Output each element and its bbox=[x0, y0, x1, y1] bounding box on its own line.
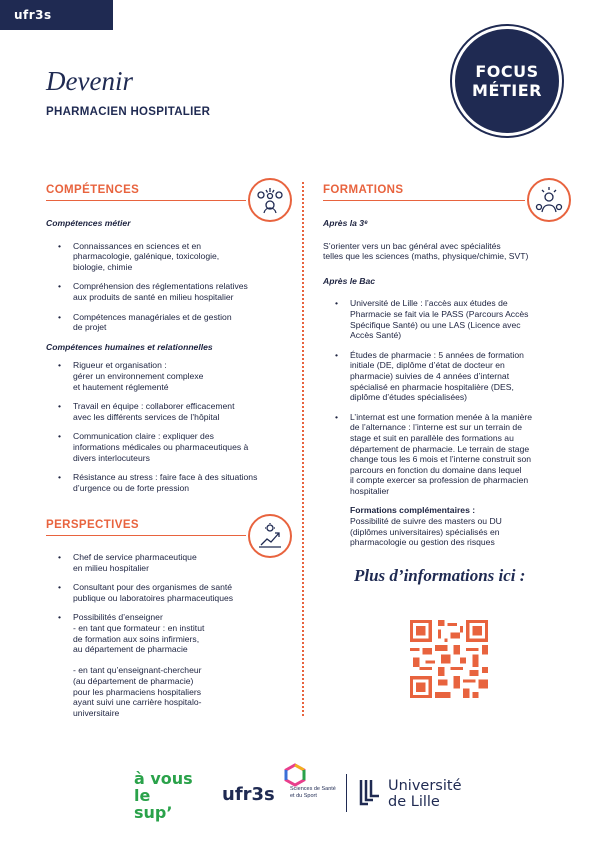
ufr3s-tagline: Sciences de Santé et du Sport bbox=[290, 786, 336, 799]
job-title: PHARMACIEN HOSPITALIER bbox=[46, 106, 211, 118]
universite-de-lille-logo bbox=[358, 776, 478, 812]
logo-separator bbox=[346, 774, 347, 812]
list-item: • Rigueur et organisation : gérer un environnement complexe et hautement réglementé bbox=[46, 360, 291, 392]
list-item: • Compétences managériales et de gestion de projet bbox=[46, 312, 291, 333]
more-info-heading: Plus d’informations ici : bbox=[354, 566, 526, 585]
qr-code[interactable] bbox=[410, 620, 488, 698]
logo-line-1: à vous bbox=[134, 769, 193, 788]
list-item: • Compréhension des réglementations relatives aux produits de santé en milieu hospitalier bbox=[46, 281, 291, 302]
formations-list bbox=[323, 298, 563, 496]
list-item: • Connaissances en sciences et en pharmacologie, galénique, toxicologie, biologie, chimie bbox=[46, 241, 291, 273]
apres-3e-subtitle: Après la 3ᵉ bbox=[323, 218, 368, 228]
apres-3e-text: S’orienter vers un bac général avec spécialités telles que les sciences (maths, physique/chimie, SVT) bbox=[323, 240, 529, 262]
ufr3s-wordmark: ufr3s bbox=[222, 784, 275, 805]
perspectives-list bbox=[46, 552, 291, 718]
competences-title: COMPÉTENCES bbox=[46, 184, 140, 196]
formations-rule bbox=[323, 200, 525, 201]
formations-complementaires bbox=[323, 505, 563, 547]
focus-metier-badge bbox=[452, 26, 562, 136]
perspectives-title: PERSPECTIVES bbox=[46, 519, 139, 531]
column-divider bbox=[302, 182, 304, 716]
list-item: • Communication claire : expliquer des informations médicales ou pharmaceutiques à divers interlocuteurs bbox=[46, 431, 291, 463]
competences-block bbox=[46, 218, 291, 502]
competences-metier-list bbox=[46, 241, 291, 333]
logo-line-2: le sup’ bbox=[134, 786, 173, 822]
list-item: • L’internat est une formation menée à la manière de l’alternance : l’interne est sur un terrain de stage et suit en parallèle des formations au département de pharmacie. Le terrain de stage change tous les 6 mois et l’interne construit son parcours en fonction du domaine dans lequel il compte exercer sa profession de pharmacien hospitalier bbox=[323, 412, 563, 497]
a-vous-le-sup-logo bbox=[134, 770, 194, 821]
list-item: • Université de Lille : l’accès aux études de Pharmacie se fait via le PASS (Parcours Accès Spécifique Santé) ou une LAS (Licence avec Accès Santé) bbox=[323, 298, 563, 340]
list-item: • Consultant pour des organismes de santé publique ou laboratoires pharmaceutiques bbox=[46, 582, 291, 603]
ufr3s-logo bbox=[222, 762, 342, 812]
list-item: • Résistance au stress : faire face à des situations d’urgence ou de forte pression bbox=[46, 472, 291, 493]
list-item: • Possibilités d’enseigner - en tant que formateur : en institut de formation aux soins infirmiers, au département de pharmacie - en tant qu’enseignant-chercheur (au département de pharmacie) pour les pharmaciens hospitaliers ayant suivi une carrière hospitalo- universitaire bbox=[46, 612, 291, 718]
competences-humaines-subtitle: Compétences humaines et relationnelles bbox=[46, 341, 213, 352]
lille-mark-icon bbox=[358, 778, 382, 808]
formations-complementaires-title: Formations complémentaires : bbox=[350, 505, 476, 516]
list-item: • Travail en équipe : collaborer efficacement avec les différents services de l’hôpital bbox=[46, 401, 291, 422]
competences-humaines-list bbox=[46, 360, 291, 493]
list-item: • Études de pharmacie : 5 années de formation initiale (DE, diplôme d’état de docteur en pharmacie) suivies de 4 années d’internat spécialisé en pharmacie hospitalière (DES, diplôme d’études spécialisées) bbox=[323, 350, 563, 403]
competences-rule bbox=[46, 200, 246, 201]
perspectives-rule bbox=[46, 535, 246, 536]
competences-metier-subtitle: Compétences métier bbox=[46, 218, 131, 228]
formations-block bbox=[323, 218, 563, 548]
badge-line-1: FOCUS bbox=[475, 62, 539, 81]
badge-line-2: MÉTIER bbox=[472, 81, 542, 100]
apres-bac-subtitle: Après le Bac bbox=[323, 275, 376, 286]
page-title: Devenir bbox=[46, 66, 133, 96]
training-icon bbox=[527, 178, 571, 222]
brand-tab: ufr3s bbox=[0, 0, 113, 30]
universite-de-lille-wordmark: Université de Lille bbox=[388, 778, 462, 810]
perspectives-block bbox=[46, 552, 291, 727]
formations-complementaires-text: Possibilité de suivre des masters ou DU (diplômes universitaires) spécialisés en pharmacologie ou gestion des risques bbox=[350, 516, 502, 548]
skills-icon bbox=[248, 178, 292, 222]
formations-title: FORMATIONS bbox=[323, 184, 404, 196]
list-item: • Chef de service pharmaceutique en milieu hospitalier bbox=[46, 552, 291, 573]
